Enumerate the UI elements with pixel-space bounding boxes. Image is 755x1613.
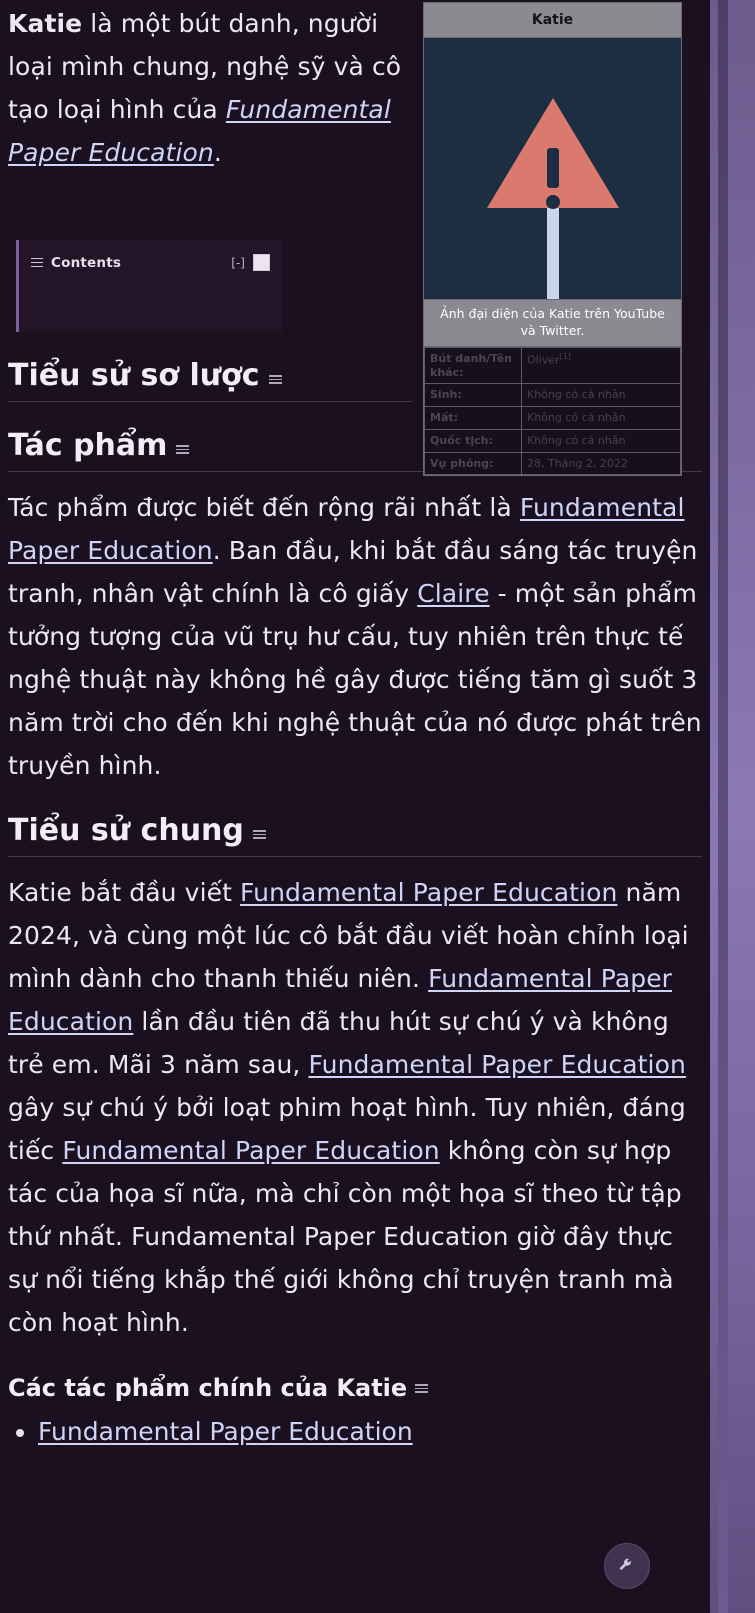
section-title: Tác phẩm [8, 428, 168, 463]
section-heading-tieu-su-so-luoc [8, 358, 412, 402]
contents-checkbox[interactable] [253, 254, 270, 271]
edit-section-icon[interactable] [269, 373, 282, 386]
tools-icon [617, 1556, 637, 1576]
table-row [425, 384, 681, 407]
link-fundamental-paper-education[interactable]: Fundamental Paper Education [308, 1050, 686, 1079]
edit-section-icon[interactable] [253, 828, 266, 841]
paragraph-tieu-su-chung [8, 871, 702, 1344]
article-subject: Katie [8, 9, 83, 38]
contents-header-row [19, 240, 282, 271]
contents-left-group [31, 255, 121, 271]
link-fundamental-paper-education[interactable]: Fundamental Paper Education [38, 1417, 413, 1446]
infobox-title: Katie [424, 3, 681, 38]
scroll-edge-bar[interactable] [718, 0, 728, 1613]
infobox-caption: Ảnh đại diện của Katie trên YouTube và Twitter. [424, 300, 681, 347]
exclamation-dot-shape [546, 195, 560, 209]
infobox-row-value: Không có cá nhân [522, 429, 681, 452]
link-fundamental-paper-education[interactable]: Fundamental Paper Education [8, 964, 673, 1036]
lead-paragraph [8, 0, 428, 174]
paragraph-text: lần đầu tiên đã thu hút sự chú ý và không trẻ em. Mãi 3 năm sau, [8, 1007, 669, 1079]
hamburger-icon [31, 255, 43, 270]
paragraph-text: không còn sự hợp tác của họa sĩ nữa, mà chỉ còn một họa sĩ theo từ tập thứ nhất. Fundamental Paper Education giờ đây thực sự nổi tiếng khắp thế giới không chỉ truyện tranh mà còn hoạt hình. [8, 1136, 682, 1337]
link-fundamental-paper-education[interactable]: Fundamental Paper Education [8, 95, 391, 167]
table-row [425, 407, 681, 430]
page-edge-gradient [710, 0, 755, 1613]
lead-text-2: . [213, 138, 222, 167]
paragraph-text: năm 2024, và cùng một lúc cô bắt đầu viết hoàn chỉnh loại mình dành cho thanh thiếu niên. [8, 878, 689, 993]
infobox-row-label: Bút danh/Tên khác: [425, 347, 522, 384]
subsection-heading-cac-tac-pham-chinh [8, 1374, 702, 1402]
section-title: Tiểu sử chung [8, 813, 244, 848]
link-fundamental-paper-education[interactable]: Fundamental Paper Education [8, 493, 685, 565]
works-list [8, 1412, 702, 1452]
infobox-value-text: Oliver [527, 353, 560, 367]
link-fundamental-paper-education[interactable]: Fundamental Paper Education [62, 1136, 440, 1165]
exclamation-bar-shape [547, 148, 559, 188]
edit-section-icon[interactable] [415, 1382, 428, 1395]
lead-text-1: là một bút danh, người loại mình chung, nghệ sỹ và cô tạo loại hình của [8, 9, 402, 124]
infobox-table [424, 347, 681, 476]
section-title: Tiểu sử sơ lược [8, 358, 260, 393]
list-item [38, 1412, 702, 1452]
paragraph-tac-pham [8, 486, 702, 787]
link-fundamental-paper-education[interactable]: Fundamental Paper Education [240, 878, 618, 907]
infobox-row-value: 28, Tháng 2, 2022 [522, 452, 681, 475]
paragraph-text: gây sự chú ý bởi loạt phim hoạt hình. Tuy nhiên, đáng tiếc [8, 1093, 686, 1165]
infobox-image [424, 38, 681, 300]
link-claire[interactable]: Claire [417, 579, 490, 608]
infobox-row-value: Không có cá nhân [522, 384, 681, 407]
paragraph-text: - một sản phẩm tưởng tượng của vũ trụ hư cấu, tuy nhiên trên thực tế nghệ thuật này không hề gây được tiếng tăm gì suốt 3 năm trời cho đến khi nghệ thuật của nó được phát trên truyền hình. [8, 579, 702, 780]
infobox-row-label: Mất: [425, 407, 522, 430]
edit-section-icon[interactable] [176, 443, 189, 456]
infobox-row-label: Quốc tịch: [425, 429, 522, 452]
table-row [425, 429, 681, 452]
contents-box[interactable] [16, 240, 282, 332]
contents-label: Contents [51, 254, 122, 271]
infobox-row-value: Không có cá nhân [522, 407, 681, 430]
infobox-row-value [522, 347, 681, 384]
infobox-row-label: Sinh: [425, 384, 522, 407]
section-heading-tieu-su-chung [8, 813, 702, 857]
infobox-row-label: Vụ phỏng: [425, 452, 522, 475]
table-row [425, 347, 681, 384]
table-row [425, 452, 681, 475]
reference-marker[interactable]: [1] [559, 351, 571, 361]
paragraph-text: . Ban đầu, khi bắt đầu sáng tác truyện tranh, nhân vật chính là cô giấy [8, 536, 698, 608]
infobox [423, 2, 682, 476]
subsection-title: Các tác phẩm chính của Katie [8, 1374, 408, 1402]
tools-fab-button[interactable] [604, 1543, 650, 1589]
contents-right-group [231, 254, 270, 271]
paragraph-text: Katie bắt đầu viết [8, 878, 241, 907]
paragraph-text: Tác phẩm được biết đến rộng rãi nhất là [8, 493, 520, 522]
contents-collapse-toggle[interactable]: [-] [231, 255, 245, 270]
